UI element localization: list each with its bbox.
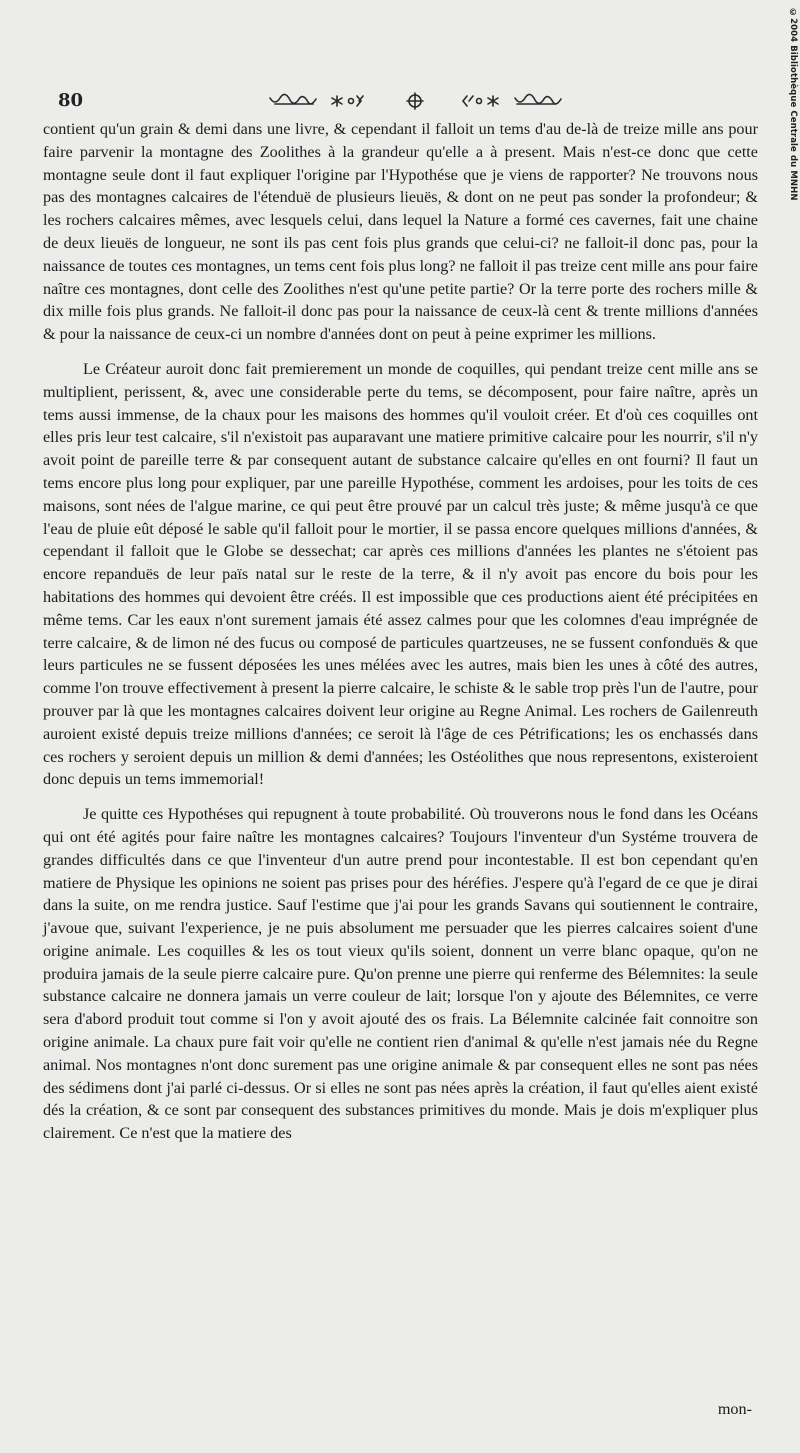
page-number: 80 [58, 90, 84, 111]
body-text [43, 118, 758, 1145]
catchword: mon- [717, 1400, 752, 1418]
paragraph-3: Je quitte ces Hypothéses qui repugnent à toute probabilité. Où trouverons nous le fond dans les Océans qui ont été agités pour faire naître les montagnes calcaires? Toujours l'inventeur d'un Systéme trouvera de grandes difficultés dans ce que l'inventeur d'un autre prend pour incontestable. Il est bon cependant qu'en matiere de Physique les opinions ne soient pas prises pour des héréfies. J'espere qu'à l'egard de ce que je dirai dans la suite, on me rendra justice. Sauf l'estime que j'ai pour les grands Savans qui soutiennent le contraire, j'avoue que, suivant l'experience, je ne puis absolument me persuader que les pierres calcaires soient d'une origine animale. Les coquilles & les os tout vieux qu'ils soient, donnent un verre blanc opaque, qu'on ne produira jamais de la seule pierre calcaire pure. Qu'on prenne une pierre qui renferme des Bélemnites: la seule substance calcaire ne donnera jamais un verre couleur de lait; lorsque l'on y ajoute des Bélemnites, ce verre sera d'abord produit tout comme si l'on y avoit ajouté des os frais. La Bélemnite calcinée fait connoitre son origine animale. La chaux pure fait voir qu'elle ne contient rien d'animal & qu'elle n'est jamais née du Regne animal. Nos montagnes n'ont donc surement pas une origine animale & par consequent elles ne sont pas nées des sédimens dont j'ai parlé ci-dessus. Or si elles ne sont pas nées après la création, il faut qu'elles aient existé dés la création, & ce sont par consequent des substances primitives du monde. Mais je dois m'expliquer plus clairement. Ce n'est que la matiere des [43, 805, 758, 1143]
paragraph-1: contient qu'un grain & demi dans une livre, & cependant il falloit un tems d'au de-là de treize mille ans pour faire parvenir la montagne des Zoolithes à la grandeur qu'elle a à present. Mais n'est-ce donc que cette montagne seule dont il faut expliquer l'origine par l'Hypothése que je viens de rapporter? Ne trouvons nous pas des montagnes calcaires de l'étenduë de plusieurs lieuës, & dont on ne peut pas sonder la profondeur; & les rochers calcaires mêmes, avec lesquels celui, dans lequel la Nature a formé ces cavernes, fait une chaine de deux lieuës de longueur, ne sont ils pas cent fois plus grands que celui-ci? ne falloit-il donc pas, pour la naissance de toutes ces montagnes, un tems cent fois plus long? ne falloit il pas treize cent mille ans pour faire naître ces montagnes, dont celle des Zoolithes n'est qu'une petite partie? Or la terre porte des rochers mille & dix mille fois plus grands. Ne falloit-il donc pas pour la naissance de ceux-là cent & trente millions d'années & pour la naissance de ceux-ci un nombre d'années dont on peut à peine exprimer les millions. [43, 120, 758, 344]
printer-ornament-icon [265, 92, 565, 110]
paragraph-2: Le Créateur auroit donc fait premierement un monde de coquilles, qui pendant treize cent mille ans se multiplient, perissent, &, avec une considerable perte du tems, se décomposent, pour faire naître, après un tems aussi immense, de la chaux pour les maisons des hommes qu'il vouloit créer. Et d'où ces coquilles ont elles pris leur test calcaire, s'il n'existoit pas auparavant une matiere primitive calcaire pour les nourrir, s'il n'y avoit point de pareille terre & par consequent autant de substance calcaire qu'elles en ont fourni? Il faut un tems encore plus long pour expliquer, par une pareille Hypothése, comment les ardoises, pour les toits de ces maisons, sont nées de l'algue marine, ce qui peut être prouvé par un calcul très juste; & même jusqu'à ce que l'eau de pluie eût déposé le sable qu'il falloit pour le mortier, il se passa encore quelques millions d'années, & cependant il falloit que le Globe se dessechat; car après ces millions d'années les plantes ne s'étoient pas encore repanduës de leur païs natal sur le reste de la terre, & il n'y avoit pas encore du bois pour les habitations des hommes qui devoient être créés. Il est impossible que ces productions aient été précipitées en même tems. Car les eaux n'ont surement jamais été assez calmes pour que les colomnes d'eau imprégnée de terre calcaire, & de limon né des fucus ou composé de particules quartzeuses, ne se fussent confonduës & que leurs particules ne se fussent déposées les unes mélées avec les autres, mais bien les unes à côté des autres, comme l'on trouve effectivement à present la pierre calcaire, le schiste & le sable trop près l'un de l'autre, pour prouver par là que les montagnes calcaires doivent leur origine au Regne Animal. Les rochers de Gailenreuth auroient existé depuis treize millions d'années; ce seroit là l'âge de ces Pétrifications; les os enchassés dans ces rochers y seroient depuis un million & demi d'années; les Ostéolithes que nous representons, existeroient donc depuis un tems immemorial! [43, 359, 758, 789]
page-header [50, 84, 750, 116]
library-credit: ©2004 Bibliothèque Centrale du MNHN [788, 8, 798, 201]
